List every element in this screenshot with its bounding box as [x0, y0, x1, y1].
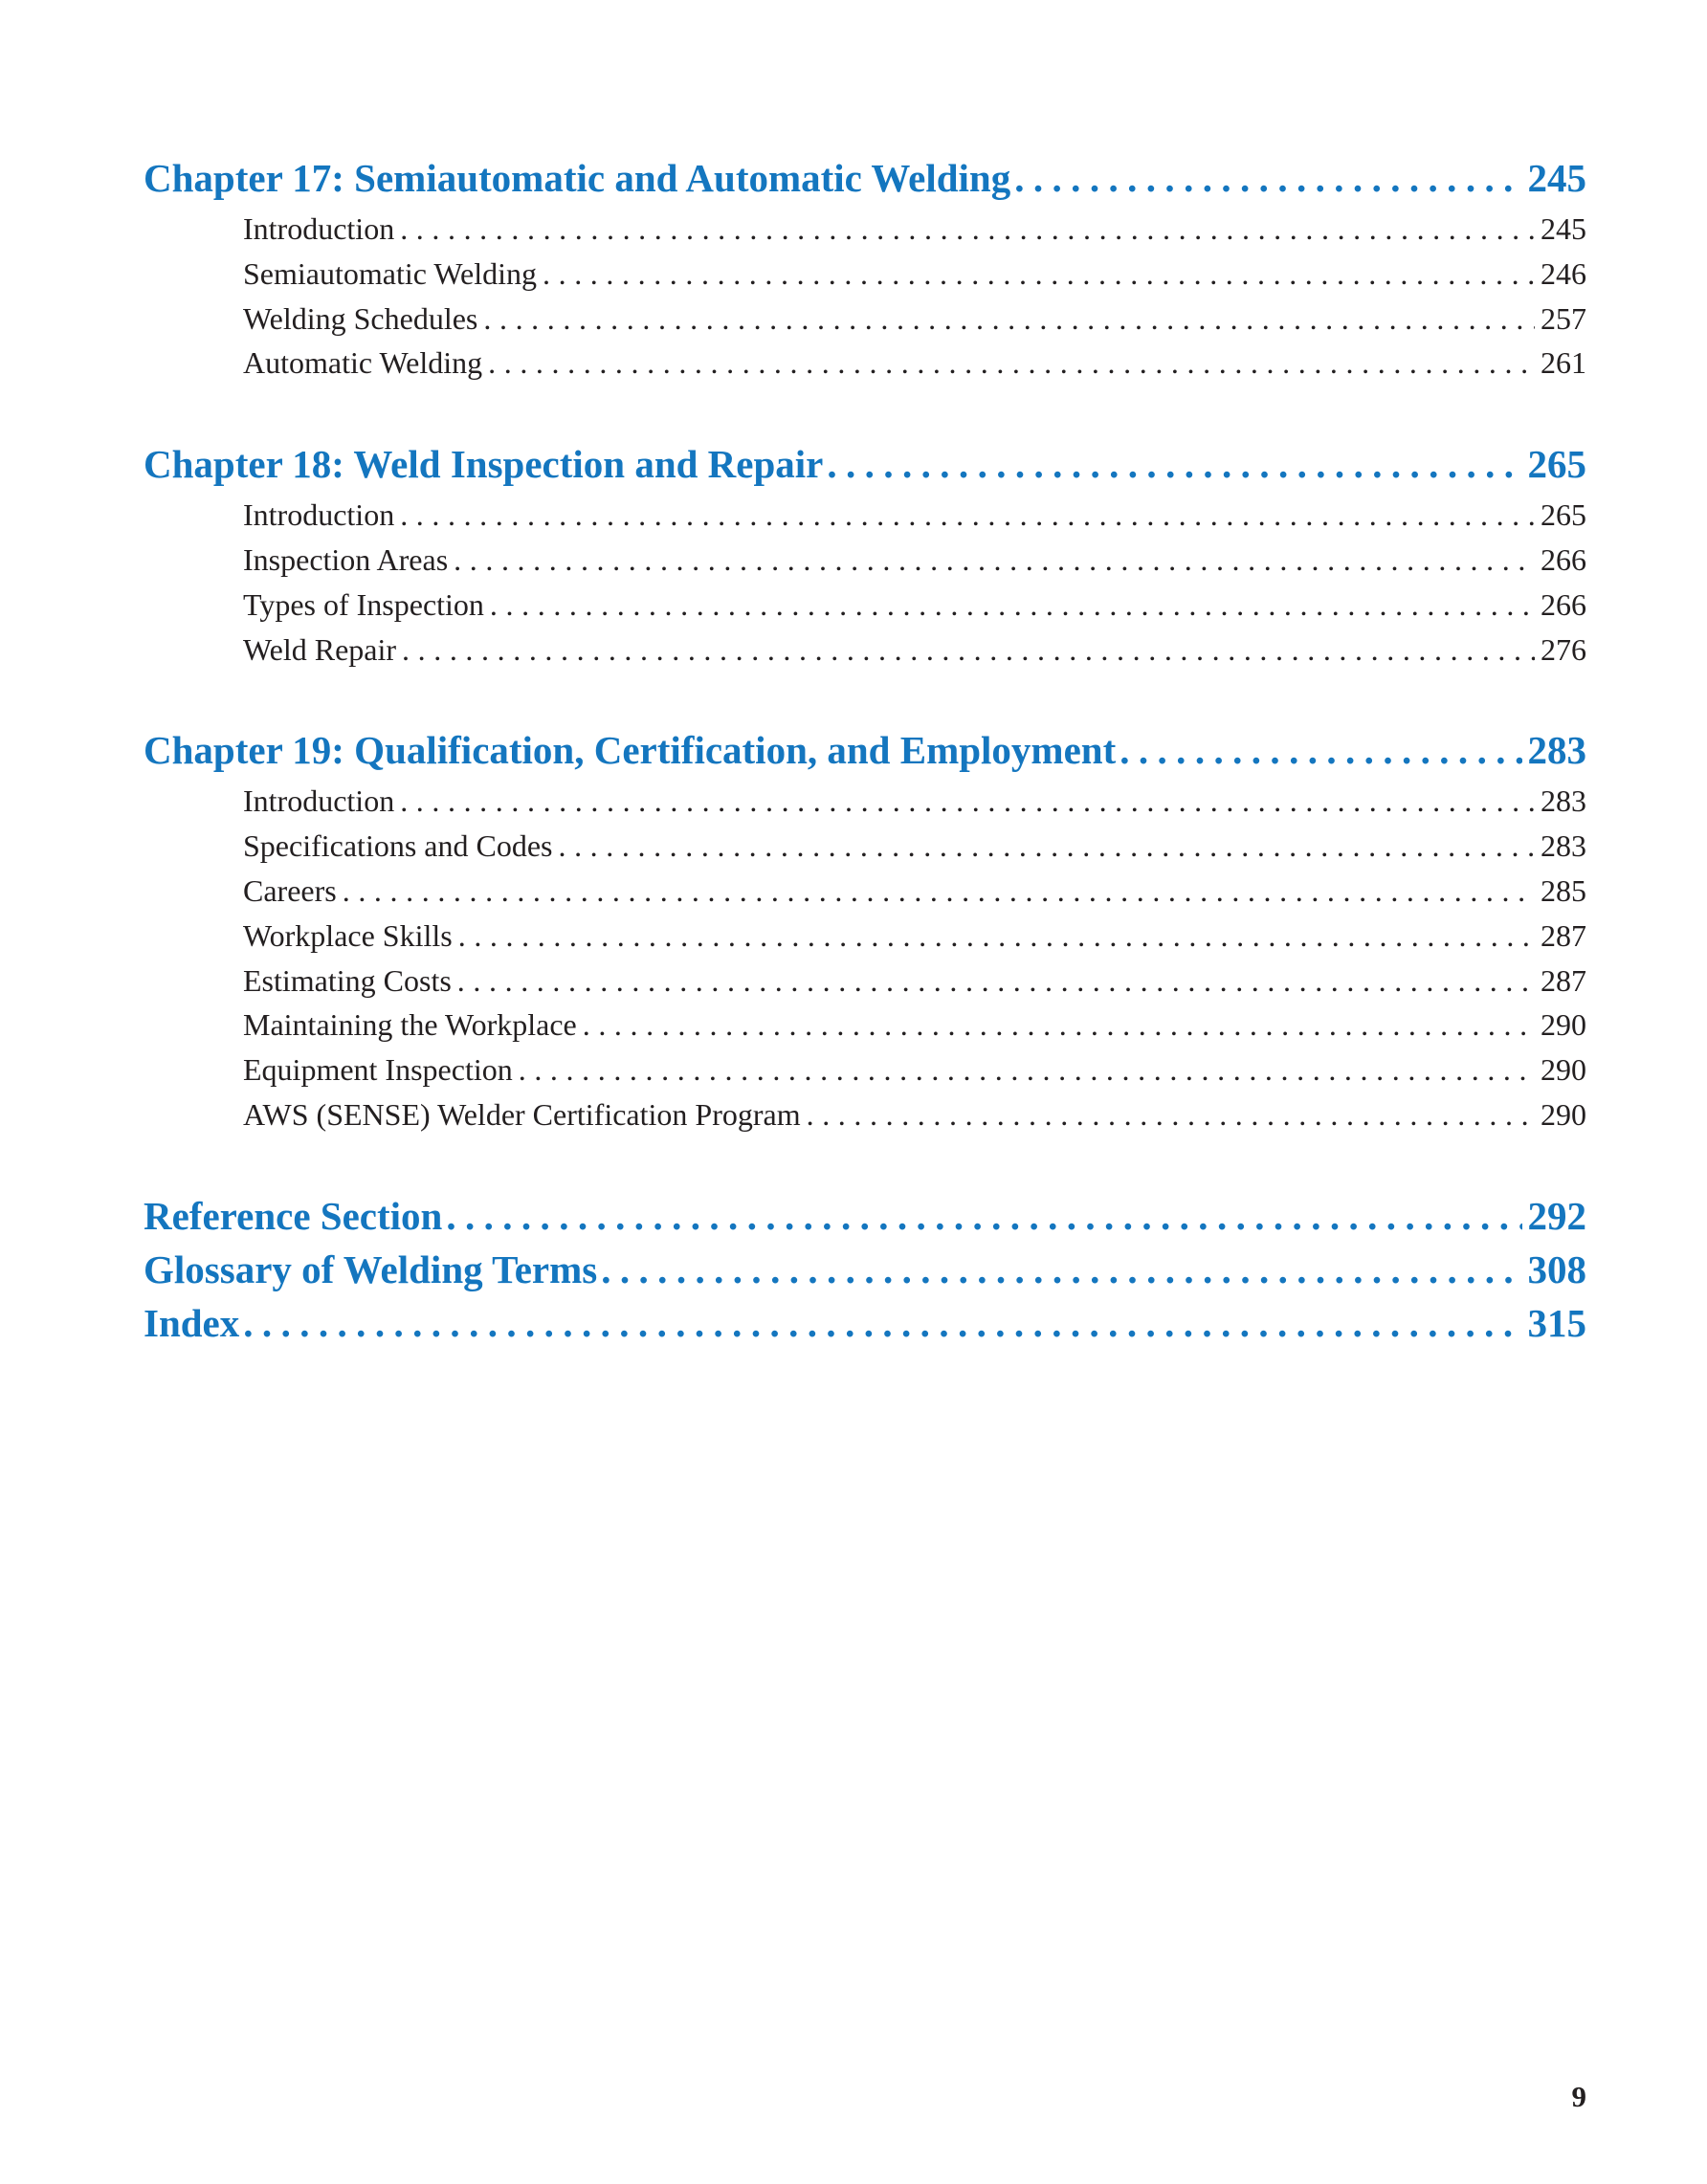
entry-title: Specifications and Codes — [243, 828, 553, 864]
dot-leader — [484, 583, 1535, 628]
dot-leader — [448, 538, 1535, 583]
dot-leader — [482, 341, 1535, 386]
toc-entry[interactable] — [144, 297, 1586, 342]
entry-page-number: 246 — [1541, 255, 1586, 291]
back-matter-title: Reference Section — [144, 1193, 443, 1238]
toc-entry[interactable] — [144, 628, 1586, 673]
toc-glossary[interactable] — [144, 1245, 1586, 1294]
entry-title: Semiautomatic Welding — [243, 255, 537, 291]
dot-leader — [396, 628, 1535, 673]
back-matter-page-number: 315 — [1527, 1300, 1586, 1345]
page-number: 9 — [1571, 2080, 1586, 2113]
toc-entry[interactable] — [144, 914, 1586, 959]
entry-title: Types of Inspection — [243, 586, 484, 622]
back-matter-page-number: 308 — [1527, 1246, 1586, 1291]
entry-page-number: 261 — [1541, 345, 1586, 381]
entry-page-number: 290 — [1541, 1096, 1586, 1132]
entry-title: Welding Schedules — [243, 300, 478, 336]
toc-entry[interactable] — [144, 207, 1586, 252]
dot-leader — [394, 779, 1535, 824]
chapter-title: Chapter 18: Weld Inspection and Repair — [144, 442, 824, 487]
chapter-page-number: 265 — [1527, 442, 1586, 487]
toc-entry[interactable] — [144, 779, 1586, 824]
chapter-19-section — [144, 725, 1586, 1136]
toc-entry[interactable] — [144, 538, 1586, 583]
dot-leader — [537, 252, 1535, 297]
dot-leader — [452, 959, 1535, 1004]
dot-leader — [552, 824, 1535, 869]
dot-leader — [337, 869, 1535, 914]
toc-chapter-heading[interactable] — [144, 439, 1586, 489]
entry-page-number: 266 — [1541, 541, 1586, 577]
chapter-title: Chapter 17: Semiautomatic and Automatic Welding — [144, 156, 1011, 200]
entry-title: AWS (SENSE) Welder Certification Program — [243, 1096, 801, 1132]
entry-page-number: 283 — [1541, 783, 1586, 819]
entry-title: Workplace Skills — [243, 917, 453, 953]
dot-leader — [597, 1245, 1521, 1294]
toc-entry[interactable] — [144, 493, 1586, 538]
dot-leader — [823, 439, 1521, 489]
dot-leader — [1010, 153, 1521, 203]
dot-leader — [801, 1092, 1535, 1137]
toc-chapter-heading[interactable] — [144, 153, 1586, 203]
back-matter-title: Glossary of Welding Terms — [144, 1246, 598, 1291]
dot-leader — [477, 297, 1535, 342]
toc-entry[interactable] — [144, 1048, 1586, 1092]
dot-leader — [394, 207, 1535, 252]
entry-title: Introduction — [243, 211, 395, 246]
toc-entry[interactable] — [144, 869, 1586, 914]
toc-entry[interactable] — [144, 252, 1586, 297]
toc-entry[interactable] — [144, 1092, 1586, 1137]
toc-entry[interactable] — [144, 959, 1586, 1004]
table-of-contents — [144, 153, 1586, 1354]
dot-leader — [453, 914, 1535, 959]
toc-entry[interactable] — [144, 824, 1586, 869]
chapter-title: Chapter 19: Qualification, Certification, and Employment — [144, 728, 1117, 773]
dot-leader — [394, 493, 1535, 538]
entry-title: Estimating Costs — [243, 962, 452, 998]
entry-page-number: 290 — [1541, 1007, 1586, 1043]
back-matter-title: Index — [144, 1300, 240, 1345]
entry-page-number: 257 — [1541, 300, 1586, 336]
entry-page-number: 287 — [1541, 917, 1586, 953]
entry-page-number: 276 — [1541, 631, 1586, 667]
back-matter-section — [144, 1191, 1586, 1348]
toc-entry[interactable] — [144, 341, 1586, 386]
entry-title: Equipment Inspection — [243, 1052, 513, 1088]
toc-reference-section[interactable] — [144, 1191, 1586, 1241]
entry-page-number: 285 — [1541, 872, 1586, 908]
entry-title: Inspection Areas — [243, 541, 449, 577]
chapter-page-number: 245 — [1527, 156, 1586, 200]
dot-leader — [1116, 725, 1521, 775]
toc-entry[interactable] — [144, 1003, 1586, 1048]
toc-entry[interactable] — [144, 583, 1586, 628]
entry-title: Introduction — [243, 497, 395, 533]
entry-page-number: 290 — [1541, 1052, 1586, 1088]
toc-chapter-heading[interactable] — [144, 725, 1586, 775]
entry-title: Careers — [243, 872, 337, 908]
dot-leader — [577, 1003, 1535, 1048]
chapter-17-section — [144, 153, 1586, 386]
dot-leader — [513, 1048, 1535, 1092]
entry-page-number: 245 — [1541, 211, 1586, 246]
chapter-page-number: 283 — [1527, 728, 1586, 773]
back-matter-page-number: 292 — [1527, 1193, 1586, 1238]
entry-page-number: 287 — [1541, 962, 1586, 998]
dot-leader — [239, 1298, 1521, 1348]
entry-title: Automatic Welding — [243, 345, 483, 381]
entry-page-number: 266 — [1541, 586, 1586, 622]
chapter-18-section — [144, 439, 1586, 672]
entry-page-number: 265 — [1541, 497, 1586, 533]
entry-title: Introduction — [243, 783, 395, 819]
dot-leader — [442, 1191, 1521, 1241]
entry-title: Weld Repair — [243, 631, 397, 667]
entry-title: Maintaining the Workplace — [243, 1007, 577, 1043]
toc-index[interactable] — [144, 1298, 1586, 1348]
entry-page-number: 283 — [1541, 828, 1586, 864]
